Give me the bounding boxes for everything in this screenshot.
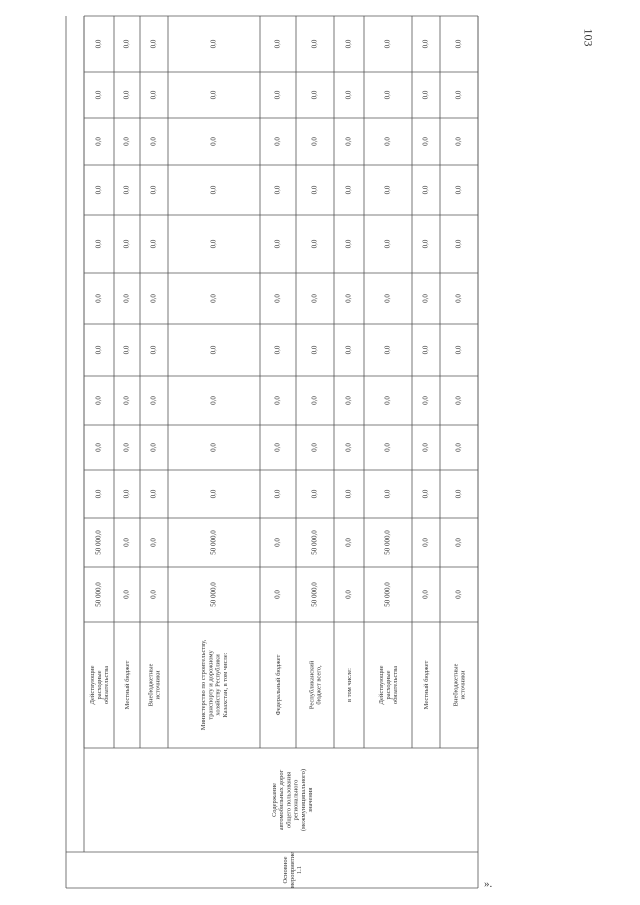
value-cell-r2-c7: 0,0 bbox=[149, 239, 158, 249]
value-cell-r6-c6: 0,0 bbox=[344, 294, 353, 303]
value-cell-r3-c5: 0,0 bbox=[209, 345, 218, 355]
value-cell-r1-c3: 0,0 bbox=[122, 443, 131, 452]
value-cell-r7-c5: 0,0 bbox=[383, 345, 392, 355]
value-cell-r6-c4: 0,0 bbox=[344, 396, 353, 405]
value-cell-r0-c10: 0,0 bbox=[94, 90, 103, 100]
value-cell-r4-c1: 0,0 bbox=[273, 538, 282, 547]
value-cell-r3-c9: 0,0 bbox=[209, 137, 218, 146]
value-cell-r2-c6: 0,0 bbox=[149, 294, 158, 303]
value-cell-r8-c1: 0,0 bbox=[421, 538, 430, 547]
value-cell-r5-c7: 0,0 bbox=[310, 239, 319, 249]
value-cell-r8-c5: 0,0 bbox=[421, 345, 430, 355]
value-cell-r0-c6: 0,0 bbox=[94, 294, 103, 303]
value-cell-r2-c4: 0,0 bbox=[149, 396, 158, 405]
value-cell-r5-c9: 0,0 bbox=[310, 137, 319, 146]
event-code-label: Основноемероприятие1.1 bbox=[281, 852, 304, 888]
value-cell-r0-c7: 0,0 bbox=[94, 239, 103, 249]
value-cell-r5-c3: 0,0 bbox=[310, 443, 319, 452]
value-cell-r4-c6: 0,0 bbox=[273, 294, 282, 303]
value-cell-r2-c5: 0,0 bbox=[149, 345, 158, 355]
value-cell-r6-c9: 0,0 bbox=[344, 137, 353, 146]
row-source-label-4: Федеральный бюджет bbox=[275, 654, 282, 716]
value-cell-r3-c4: 0,0 bbox=[209, 396, 218, 405]
value-cell-r6-c5: 0,0 bbox=[344, 345, 353, 355]
value-cell-r4-c9: 0,0 bbox=[273, 137, 282, 146]
value-cell-r0-c11: 0,0 bbox=[94, 39, 103, 49]
value-cell-r9-c5: 0,0 bbox=[454, 345, 463, 355]
value-cell-r9-c10: 0,0 bbox=[454, 90, 463, 100]
value-cell-r6-c8: 0,0 bbox=[344, 185, 353, 195]
value-cell-r7-c1: 50 000,0 bbox=[383, 530, 392, 555]
value-cell-r7-c6: 0,0 bbox=[383, 294, 392, 303]
footer-mark: ». bbox=[484, 878, 493, 890]
value-cell-r8-c8: 0,0 bbox=[421, 185, 430, 195]
value-cell-r4-c7: 0,0 bbox=[273, 239, 282, 249]
value-cell-r5-c6: 0,0 bbox=[310, 294, 319, 303]
value-cell-r5-c2: 0,0 bbox=[310, 489, 319, 499]
value-cell-r9-c9: 0,0 bbox=[454, 137, 463, 146]
value-cell-r6-c0: 0,0 bbox=[344, 590, 353, 599]
value-cell-r3-c10: 0,0 bbox=[209, 90, 218, 100]
value-cell-r6-c3: 0,0 bbox=[344, 443, 353, 452]
event-name-label: Содержаниеавтомобильных дорогобщего пользованиярегионального(межмуниципального)значения bbox=[271, 768, 314, 832]
value-cell-r7-c10: 0,0 bbox=[383, 90, 392, 100]
value-cell-r8-c4: 0,0 bbox=[421, 396, 430, 405]
value-cell-r1-c11: 0,0 bbox=[122, 39, 131, 49]
value-cell-r4-c2: 0,0 bbox=[273, 489, 282, 499]
row-source-label-0: Действующиерасходныеобязательства bbox=[88, 665, 111, 705]
value-cell-r6-c10: 0,0 bbox=[344, 90, 353, 100]
value-cell-r3-c0: 50 000,0 bbox=[209, 582, 218, 607]
value-cell-r1-c2: 0,0 bbox=[122, 489, 131, 499]
value-cell-r9-c4: 0,0 bbox=[454, 396, 463, 405]
value-cell-r5-c5: 0,0 bbox=[310, 345, 319, 355]
value-cell-r4-c10: 0,0 bbox=[273, 90, 282, 100]
value-cell-r5-c10: 0,0 bbox=[310, 90, 319, 100]
value-cell-r0-c5: 0,0 bbox=[94, 345, 103, 355]
value-cell-r4-c5: 0,0 bbox=[273, 345, 282, 355]
value-cell-r2-c10: 0,0 bbox=[149, 90, 158, 100]
value-cell-r0-c4: 0,0 bbox=[94, 396, 103, 405]
value-cell-r5-c1: 50 000,0 bbox=[310, 530, 319, 555]
value-cell-r7-c0: 50 000,0 bbox=[383, 582, 392, 607]
value-cell-r6-c7: 0,0 bbox=[344, 239, 353, 249]
value-cell-r1-c8: 0,0 bbox=[122, 185, 131, 195]
value-cell-r0-c2: 0,0 bbox=[94, 489, 103, 499]
value-cell-r4-c8: 0,0 bbox=[273, 185, 282, 195]
value-cell-r8-c10: 0,0 bbox=[421, 90, 430, 100]
value-cell-r1-c5: 0,0 bbox=[122, 345, 131, 355]
value-cell-r3-c1: 50 000,0 bbox=[209, 530, 218, 555]
value-cell-r2-c11: 0,0 bbox=[149, 39, 158, 49]
value-cell-r0-c1: 50 000,0 bbox=[94, 530, 103, 555]
value-cell-r1-c1: 0,0 bbox=[122, 538, 131, 547]
value-cell-r9-c3: 0,0 bbox=[454, 443, 463, 452]
value-cell-r9-c7: 0,0 bbox=[454, 239, 463, 249]
value-cell-r9-c8: 0,0 bbox=[454, 185, 463, 195]
value-cell-r2-c2: 0,0 bbox=[149, 489, 158, 499]
value-cell-r3-c6: 0,0 bbox=[209, 294, 218, 303]
value-cell-r2-c0: 0,0 bbox=[149, 590, 158, 599]
value-cell-r8-c0: 0,0 bbox=[421, 590, 430, 599]
value-cell-r6-c1: 0,0 bbox=[344, 538, 353, 547]
row-source-label-7: Действующиерасходныеобязательства bbox=[377, 665, 400, 705]
value-cell-r2-c1: 0,0 bbox=[149, 538, 158, 547]
value-cell-r4-c11: 0,0 bbox=[273, 39, 282, 49]
value-cell-r7-c3: 0,0 bbox=[383, 443, 392, 452]
value-cell-r5-c11: 0,0 bbox=[310, 39, 319, 49]
value-cell-r8-c6: 0,0 bbox=[421, 294, 430, 303]
value-cell-r9-c1: 0,0 bbox=[454, 538, 463, 547]
value-cell-r0-c8: 0,0 bbox=[94, 185, 103, 195]
value-cell-r5-c8: 0,0 bbox=[310, 185, 319, 195]
value-cell-r2-c8: 0,0 bbox=[149, 185, 158, 195]
value-cell-r2-c3: 0,0 bbox=[149, 443, 158, 452]
value-cell-r7-c7: 0,0 bbox=[383, 239, 392, 249]
value-cell-r4-c3: 0,0 bbox=[273, 443, 282, 452]
value-cell-r3-c3: 0,0 bbox=[209, 443, 218, 452]
value-cell-r9-c11: 0,0 bbox=[454, 39, 463, 49]
value-cell-r7-c11: 0,0 bbox=[383, 39, 392, 49]
row-source-label-2: Внебюджетныеисточники bbox=[147, 663, 162, 707]
row-source-label-5: Республиканскийбюджет всего, bbox=[308, 660, 323, 710]
row-source-label-9: Внебюджетныеисточники bbox=[452, 663, 467, 707]
value-cell-r7-c2: 0,0 bbox=[383, 489, 392, 499]
value-cell-r1-c7: 0,0 bbox=[122, 239, 131, 249]
page-number: 103 bbox=[581, 28, 596, 47]
value-cell-r4-c0: 0,0 bbox=[273, 590, 282, 599]
value-cell-r8-c9: 0,0 bbox=[421, 137, 430, 146]
value-cell-r5-c4: 0,0 bbox=[310, 396, 319, 405]
value-cell-r5-c0: 50 000,0 bbox=[310, 582, 319, 607]
value-cell-r0-c3: 0,0 bbox=[94, 443, 103, 452]
value-cell-r3-c2: 0,0 bbox=[209, 489, 218, 499]
value-cell-r3-c7: 0,0 bbox=[209, 239, 218, 249]
value-cell-r8-c7: 0,0 bbox=[421, 239, 430, 249]
value-cell-r9-c0: 0,0 bbox=[454, 590, 463, 599]
value-cell-r4-c4: 0,0 bbox=[273, 396, 282, 405]
value-cell-r7-c8: 0,0 bbox=[383, 185, 392, 195]
value-cell-r1-c0: 0,0 bbox=[122, 590, 131, 599]
value-cell-r3-c8: 0,0 bbox=[209, 185, 218, 195]
value-cell-r8-c3: 0,0 bbox=[421, 443, 430, 452]
value-cell-r0-c9: 0,0 bbox=[94, 137, 103, 146]
row-source-label-1: Местный бюджет bbox=[124, 660, 131, 710]
value-cell-r6-c2: 0,0 bbox=[344, 489, 353, 499]
value-cell-r9-c6: 0,0 bbox=[454, 294, 463, 303]
value-cell-r1-c9: 0,0 bbox=[122, 137, 131, 146]
value-cell-r3-c11: 0,0 bbox=[209, 39, 218, 49]
value-cell-r1-c6: 0,0 bbox=[122, 294, 131, 303]
row-source-label-6: в том числе: bbox=[346, 668, 353, 702]
value-cell-r9-c2: 0,0 bbox=[454, 489, 463, 499]
value-cell-r6-c11: 0,0 bbox=[344, 39, 353, 49]
value-cell-r8-c11: 0,0 bbox=[421, 39, 430, 49]
row-source-label-3: Министерство по строительству,транспорту и дорожномухозяйству РеспубликиКазахстан, в том числе: bbox=[200, 639, 229, 731]
value-cell-r2-c9: 0,0 bbox=[149, 137, 158, 146]
value-cell-r7-c9: 0,0 bbox=[383, 137, 392, 146]
value-cell-r7-c4: 0,0 bbox=[383, 396, 392, 405]
value-cell-r0-c0: 50 000,0 bbox=[94, 582, 103, 607]
row-source-label-8: Местный бюджет bbox=[423, 660, 430, 710]
value-cell-r8-c2: 0,0 bbox=[421, 489, 430, 499]
value-cell-r1-c4: 0,0 bbox=[122, 396, 131, 405]
value-cell-r1-c10: 0,0 bbox=[122, 90, 131, 100]
